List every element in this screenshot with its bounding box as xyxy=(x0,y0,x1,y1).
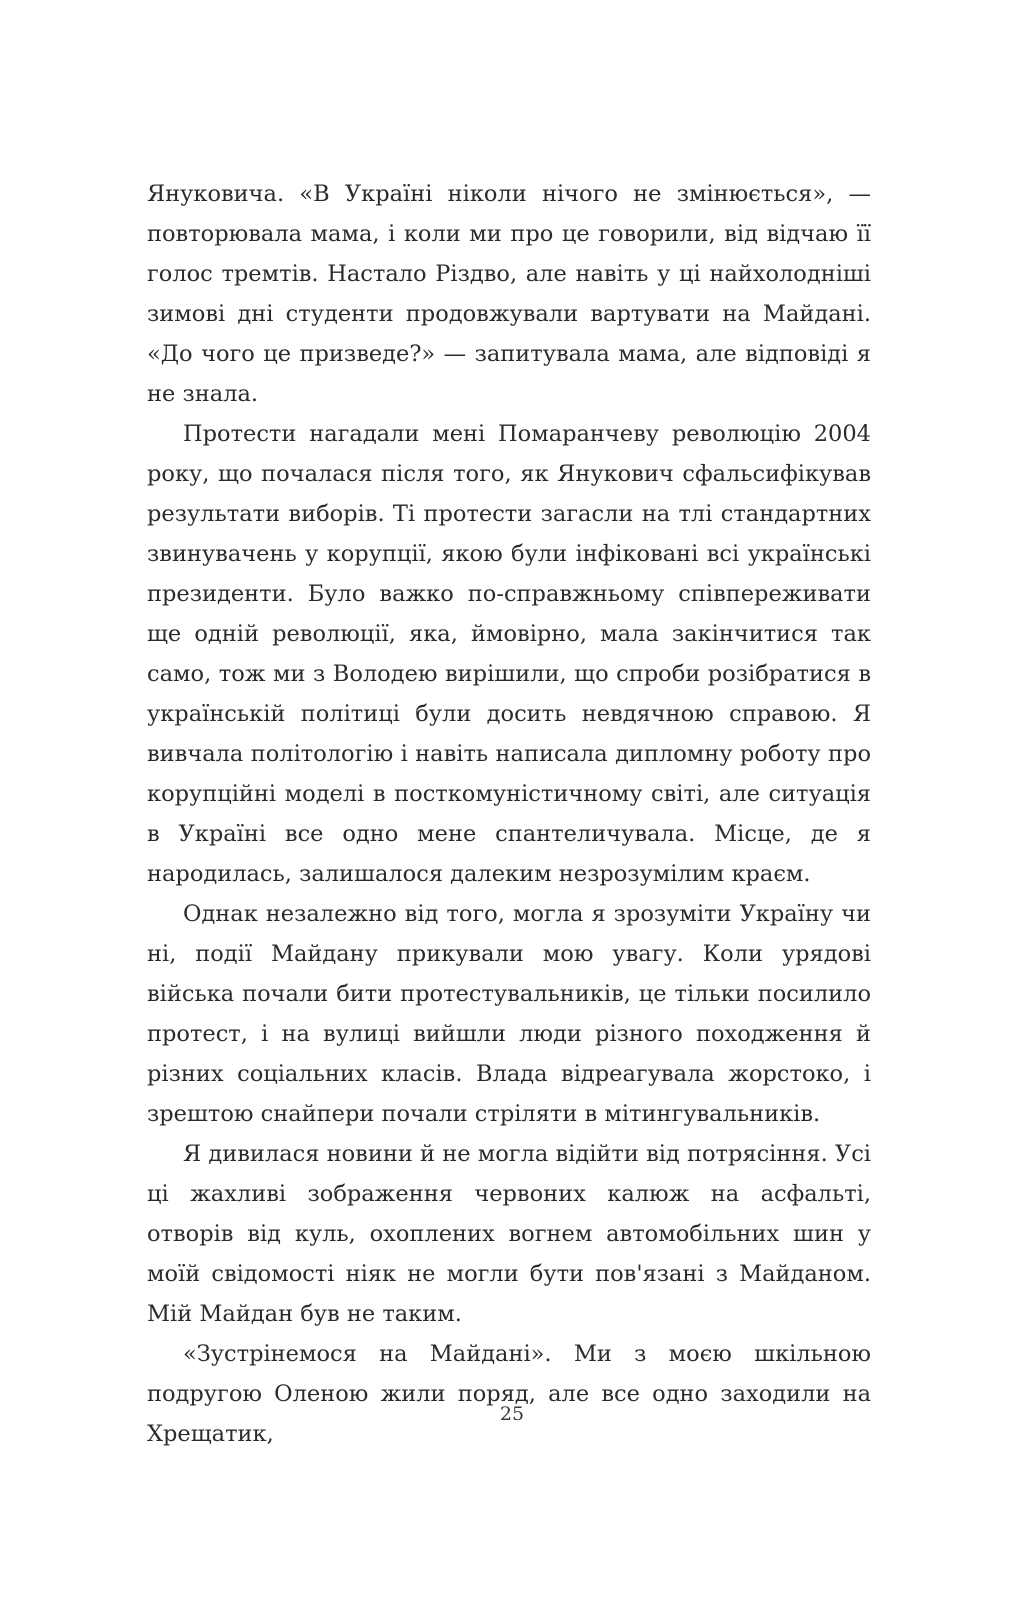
paragraph-5: «Зустрінемося на Майдані». Ми з моєю шкільною подругою Оленою жили поряд, але все одно заходили на Хрещатик, xyxy=(147,1341,871,1447)
paragraph-2: Протести нагадали мені Помаранчеву революцію 2004 року, що почалася після того, як Янукович сфальсифікував результати виборів. Ті протести загасли на тлі стандартних звинувачень у корупції, якою були інфіковані всі українські президенти. Було важко по-справжньому співпереживати ще одній революції, яка, ймовірно, мала закінчитися так само, тож ми з Володею вирішили, що спроби розібратися в українській політиці були досить невдячною справою. Я вивчала політологію і навіть написала дипломну роботу про корупційні моделі в посткомуністичному світі, але ситуація в Україні все одно мене спантеличувала. Місце, де я народилась, залишалося далеким незрозумілим краєм. xyxy=(147,421,871,887)
paragraph-3: Однак незалежно від того, могла я зрозуміти Україну чи ні, події Майдану прикували мою увагу. Коли урядові війська почали бити протестувальників, це тільки посилило протест, і на вулиці вийшли люди різного походження й різних соціальних класів. Влада відреагувала жорстоко, і зрештою снайпери почали стріляти в мітингувальників. xyxy=(147,901,871,1127)
page-number: 25 xyxy=(499,1403,525,1425)
paragraph-1: Януковича. «В Україні ніколи нічого не змінюється», — повторювала мама, і коли ми про це говорили, від відчаю її голос тремтів. Настало Різдво, але навіть у ці найхолодніші зимові дні студенти продовжували вартувати на Майдані. «До чого це призведе?» — запитувала мама, але відповіді я не знала. xyxy=(147,181,871,407)
body-text xyxy=(147,174,871,1454)
paragraph-4: Я дивилася новини й не могла відійти від потрясіння. Усі ці жахливі зображення червоних калюж на асфальті, отворів від куль, охоплених вогнем автомобільних шин у моїй свідомості ніяк не могли бути пов'язані з Майданом. Мій Майдан був не таким. xyxy=(147,1141,871,1327)
